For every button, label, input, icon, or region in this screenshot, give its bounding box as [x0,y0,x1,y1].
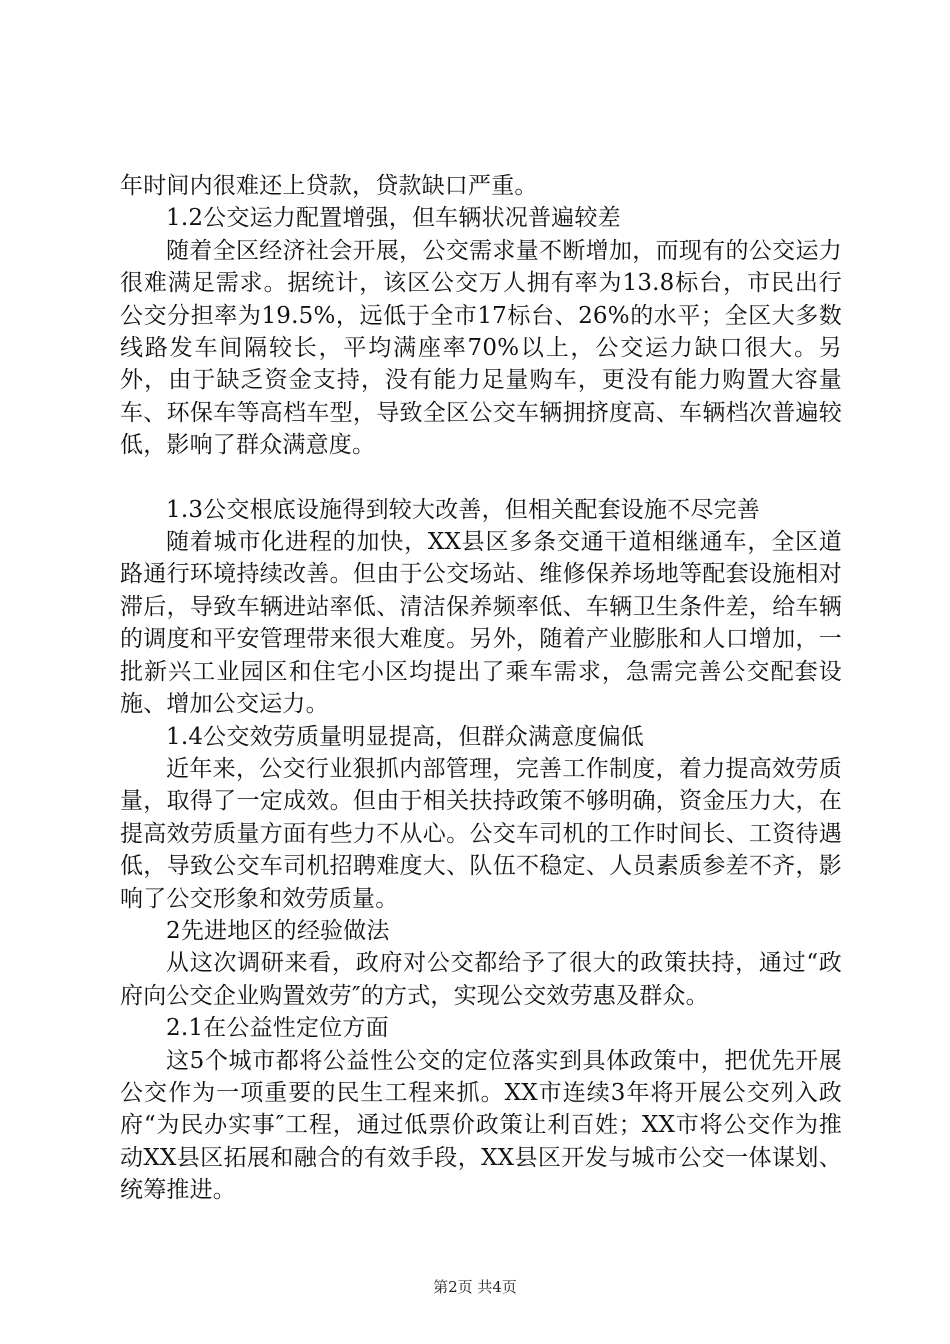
paragraph-1-3: 随着城市化进程的加快，XX县区多条交通干道相继通车，全区道路通行环境持续改善。但由于公交场站、维修保养场地等配套设施相对滞后，导致车辆进站率低、清洁保养频率低、车辆卫生条件差，给车辆的调度和平安管理带来很大难度。另外，随着产业膨胀和人口增加，一批新兴工业园区和住宅小区均提出了乘车需求，急需完善公交配套设施、增加公交运力。 [120,529,842,718]
section-heading-1-3: 1.3公交根底设施得到较大改善，但相关配套设施不尽完善 [166,496,760,523]
section-heading-1-4: 1.4公交效劳质量明显提高，但群众满意度偏低 [166,723,644,750]
page-number-footer: 第2页 共4页 [433,1278,517,1296]
paragraph-2: 从这次调研来看，政府对公交都给予了很大的政策扶持，通过“政府向公交企业购置效劳″的方式，实现公交效劳惠及群众。 [120,950,842,1009]
paragraph-1-4: 近年来，公交行业狠抓内部管理，完善工作制度，着力提高效劳质量，取得了一定成效。但由于相关扶持政策不够明确，资金压力大，在提高效劳质量方面有些力不从心。公交车司机的工作时间长、工资待遇低，导致公交车司机招聘难度大、队伍不稳定、人员素质参差不齐，影响了公交形象和效劳质量。 [120,755,842,912]
paragraph-continued: 年时间内很难还上贷款，贷款缺口严重。 [120,173,538,199]
section-heading-1-2: 1.2公交运力配置增强，但车辆状况普遍较差 [166,205,621,232]
document-body [120,170,842,1207]
section-heading-2-1: 2.1在公益性定位方面 [166,1015,389,1042]
paragraph-2-1: 这5个城市都将公益性公交的定位落实到具体政策中，把优先开展公交作为一项重要的民生工程来抓。XX市连续3年将开展公交列入政府“为民办实事″工程，通过低票价政策让利百姓；XX市将公交作为推动XX县区拓展和融合的有效手段，XX县区开发与城市公交一体谋划、统筹推进。 [120,1047,842,1204]
section-heading-2: 2先进地区的经验做法 [166,917,390,944]
paragraph-1-2: 随着全区经济社会开展，公交需求量不断增加，而现有的公交运力很难满足需求。据统计，该区公交万人拥有率为13.8标台，市民出行公交分担率为19.5%，远低于全市17标台、26%的水平；全区大多数线路发车间隔较长，平均满座率70%以上，公交运力缺口很大。另外，由于缺乏资金支持，没有能力足量购车，更没有能力购置大容量车、环保车等高档车型，导致全区公交车辆拥挤度高、车辆档次普遍较低，影响了群众满意度。 [120,237,842,459]
